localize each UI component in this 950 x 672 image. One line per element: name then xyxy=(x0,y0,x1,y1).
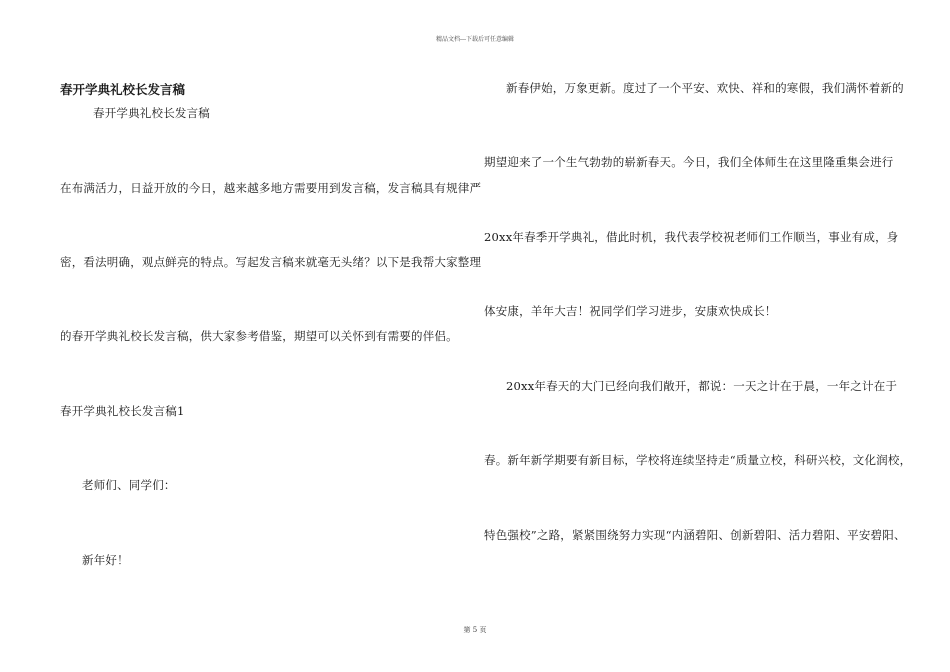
page-header: 精品文档---下载后可任意编辑 xyxy=(435,36,515,43)
section-heading: 春开学典礼校长发言稿1 xyxy=(60,404,185,418)
paragraph-line: 的春开学典礼校长发言稿，供大家参考借鉴，期望可以关怀到有需要的伴侣。 xyxy=(60,329,458,343)
greeting: 新年好！ xyxy=(82,553,129,567)
paragraph-line: 20xx年春季开学典礼，借此时机，我代表学校祝老师们工作顺当，事业有成，身 xyxy=(484,230,899,244)
paragraph-line: 春。新年新学期要有新目标，学校将连续坚持走“质量立校，科研兴校，文化润校， xyxy=(484,453,912,467)
paragraph-line: 体安康，羊年大吉！祝同学们学习进步，安康欢快成长！ xyxy=(484,304,777,318)
paragraph-line: 在布满活力，日益开放的今日，越来越多地方需要用到发言稿，发言稿具有规律严 xyxy=(60,181,482,195)
document-subtitle: 春开学典礼校长发言稿 xyxy=(93,106,210,120)
paragraph-line: 密，看法明确，观点鲜亮的特点。写起发言稿来就毫无头绪？以下是我帮大家整理 xyxy=(60,255,482,269)
salutation: 老师们、同学们： xyxy=(82,478,176,492)
paragraph-line: 期望迎来了一个生气勃勃的崭新春天。今日，我们全体师生在这里隆重集会进行 xyxy=(484,155,894,169)
paragraph-line: 20xx年春天的大门已经向我们敞开，都说：一天之计在于晨，一年之计在于 xyxy=(506,379,898,393)
document-title: 春开学典礼校长发言稿 xyxy=(60,82,186,97)
paragraph-line: 新春伊始，万象更新。度过了一个平安、欢快、祥和的寒假，我们满怀着新的 xyxy=(506,81,904,95)
page-number: 第 5 页 xyxy=(463,626,487,634)
paragraph-line: 特色强校”之路，紧紧围绕努力实现“内涵碧阳、创新碧阳、活力碧阳、平安碧阳、 xyxy=(484,528,906,542)
